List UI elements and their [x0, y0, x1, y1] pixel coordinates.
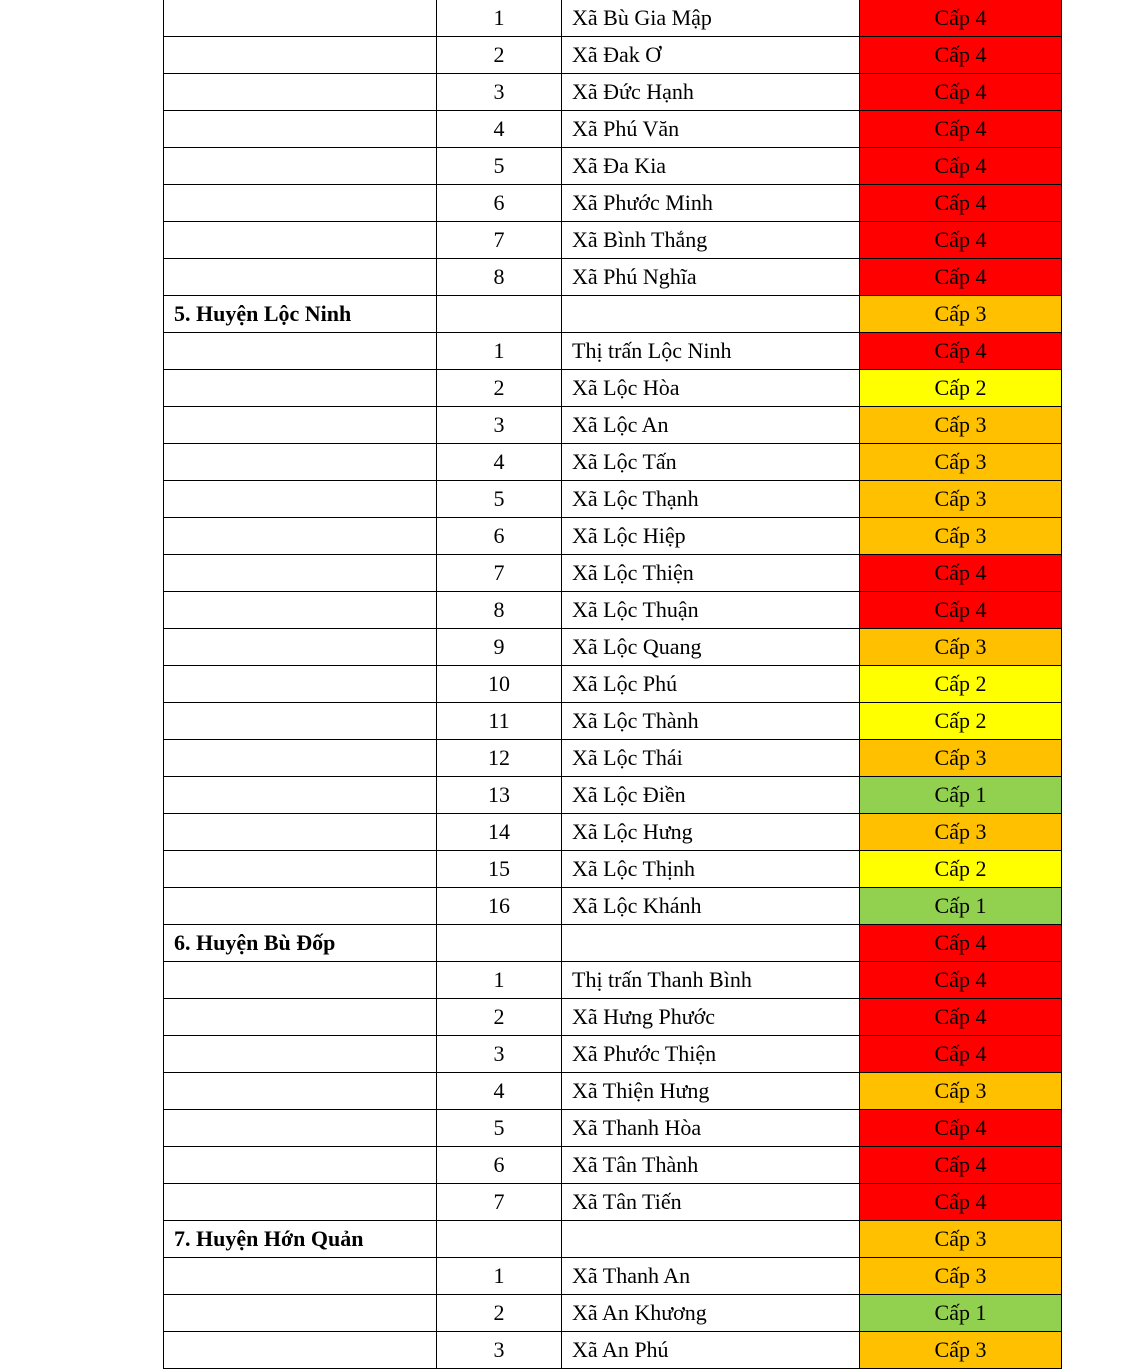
commune-name-cell — [562, 1221, 860, 1258]
commune-row — [164, 185, 1062, 222]
level-badge-cell: Cấp 4 — [860, 148, 1062, 185]
commune-name-cell: Xã Lộc Quang — [562, 629, 860, 666]
index-cell: 6 — [437, 185, 562, 222]
district-cell — [164, 703, 437, 740]
index-cell: 7 — [437, 222, 562, 259]
commune-name-cell — [562, 925, 860, 962]
index-cell: 2 — [437, 370, 562, 407]
commune-row — [164, 37, 1062, 74]
level-badge-cell: Cấp 3 — [860, 481, 1062, 518]
level-badge-cell: Cấp 3 — [860, 407, 1062, 444]
district-cell — [164, 37, 437, 74]
commune-name-cell: Xã Lộc Thành — [562, 703, 860, 740]
level-badge-cell: Cấp 4 — [860, 333, 1062, 370]
district-name-cell: 6. Huyện Bù Đốp — [164, 925, 437, 962]
index-cell: 14 — [437, 814, 562, 851]
commune-name-cell: Xã Thanh Hòa — [562, 1110, 860, 1147]
commune-name-cell: Xã Đak Ơ — [562, 37, 860, 74]
district-cell — [164, 1110, 437, 1147]
commune-name-cell: Xã An Phú — [562, 1332, 860, 1369]
district-cell — [164, 518, 437, 555]
index-cell: 2 — [437, 999, 562, 1036]
level-badge-cell: Cấp 3 — [860, 1221, 1062, 1258]
district-cell — [164, 962, 437, 999]
index-cell: 1 — [437, 333, 562, 370]
district-cell — [164, 333, 437, 370]
index-cell: 12 — [437, 740, 562, 777]
commune-name-cell — [562, 296, 860, 333]
commune-name-cell: Xã Lộc Thiện — [562, 555, 860, 592]
commune-row — [164, 888, 1062, 925]
commune-name-cell: Xã Tân Thành — [562, 1147, 860, 1184]
commune-name-cell: Xã Lộc Thuận — [562, 592, 860, 629]
commune-name-cell: Xã Đức Hạnh — [562, 74, 860, 111]
level-badge-cell: Cấp 4 — [860, 925, 1062, 962]
commune-row — [164, 740, 1062, 777]
commune-row — [164, 1184, 1062, 1221]
index-cell: 3 — [437, 1036, 562, 1073]
index-cell: 3 — [437, 1332, 562, 1369]
index-cell: 6 — [437, 518, 562, 555]
district-cell — [164, 592, 437, 629]
level-badge-cell: Cấp 3 — [860, 1073, 1062, 1110]
district-cell — [164, 1036, 437, 1073]
index-cell: 2 — [437, 37, 562, 74]
index-cell: 3 — [437, 407, 562, 444]
commune-name-cell: Xã Tân Tiến — [562, 1184, 860, 1221]
commune-name-cell: Xã Lộc An — [562, 407, 860, 444]
district-cell — [164, 740, 437, 777]
index-cell: 4 — [437, 111, 562, 148]
index-cell: 3 — [437, 74, 562, 111]
commune-name-cell: Xã Lộc Điền — [562, 777, 860, 814]
commune-row — [164, 444, 1062, 481]
level-badge-cell: Cấp 4 — [860, 962, 1062, 999]
commune-row — [164, 1332, 1062, 1369]
district-cell — [164, 555, 437, 592]
level-badge-cell: Cấp 3 — [860, 444, 1062, 481]
index-cell: 11 — [437, 703, 562, 740]
district-cell — [164, 259, 437, 296]
commune-row — [164, 370, 1062, 407]
commune-name-cell: Xã Thanh An — [562, 1258, 860, 1295]
index-cell: 1 — [437, 962, 562, 999]
district-cell — [164, 1184, 437, 1221]
commune-row — [164, 259, 1062, 296]
index-cell: 7 — [437, 555, 562, 592]
level-badge-cell: Cấp 4 — [860, 555, 1062, 592]
index-cell — [437, 925, 562, 962]
district-cell — [164, 888, 437, 925]
district-cell — [164, 444, 437, 481]
commune-name-cell: Xã Lộc Thịnh — [562, 851, 860, 888]
commune-row — [164, 518, 1062, 555]
district-cell — [164, 1332, 437, 1369]
commune-row — [164, 74, 1062, 111]
commune-row — [164, 851, 1062, 888]
level-badge-cell: Cấp 4 — [860, 999, 1062, 1036]
commune-row — [164, 703, 1062, 740]
district-name-cell: 5. Huyện Lộc Ninh — [164, 296, 437, 333]
level-badge-cell: Cấp 2 — [860, 703, 1062, 740]
level-badge-cell: Cấp 4 — [860, 185, 1062, 222]
district-name-cell: 7. Huyện Hớn Quản — [164, 1221, 437, 1258]
commune-row — [164, 1110, 1062, 1147]
commune-row — [164, 407, 1062, 444]
index-cell: 1 — [437, 0, 562, 37]
commune-name-cell: Xã Lộc Thái — [562, 740, 860, 777]
commune-row — [164, 0, 1062, 37]
index-cell: 4 — [437, 1073, 562, 1110]
district-row — [164, 925, 1062, 962]
index-cell: 8 — [437, 592, 562, 629]
commune-row — [164, 592, 1062, 629]
level-badge-cell: Cấp 2 — [860, 666, 1062, 703]
district-cell — [164, 222, 437, 259]
table-body — [164, 0, 1062, 1369]
level-badge-cell: Cấp 3 — [860, 296, 1062, 333]
district-cell — [164, 481, 437, 518]
commune-name-cell: Xã Lộc Tấn — [562, 444, 860, 481]
level-badge-cell: Cấp 4 — [860, 222, 1062, 259]
level-badge-cell: Cấp 4 — [860, 1110, 1062, 1147]
district-cell — [164, 999, 437, 1036]
level-badge-cell: Cấp 4 — [860, 592, 1062, 629]
district-cell — [164, 0, 437, 37]
level-badge-cell: Cấp 1 — [860, 888, 1062, 925]
commune-name-cell: Xã Lộc Hiệp — [562, 518, 860, 555]
commune-name-cell: Xã Phú Nghĩa — [562, 259, 860, 296]
level-badge-cell: Cấp 4 — [860, 1147, 1062, 1184]
commune-row — [164, 481, 1062, 518]
commune-name-cell: Xã Lộc Hưng — [562, 814, 860, 851]
level-badge-cell: Cấp 4 — [860, 111, 1062, 148]
index-cell: 5 — [437, 1110, 562, 1147]
index-cell: 16 — [437, 888, 562, 925]
district-cell — [164, 851, 437, 888]
index-cell: 5 — [437, 481, 562, 518]
index-cell: 6 — [437, 1147, 562, 1184]
commune-name-cell: Xã Lộc Khánh — [562, 888, 860, 925]
commune-row — [164, 1295, 1062, 1332]
district-row — [164, 1221, 1062, 1258]
commune-row — [164, 777, 1062, 814]
index-cell: 5 — [437, 148, 562, 185]
level-badge-cell: Cấp 3 — [860, 1332, 1062, 1369]
commune-name-cell: Thị trấn Thanh Bình — [562, 962, 860, 999]
commune-row — [164, 629, 1062, 666]
commune-row — [164, 962, 1062, 999]
district-cell — [164, 1073, 437, 1110]
index-cell: 4 — [437, 444, 562, 481]
district-cell — [164, 666, 437, 703]
level-badge-cell: Cấp 4 — [860, 259, 1062, 296]
commune-row — [164, 555, 1062, 592]
index-cell: 9 — [437, 629, 562, 666]
commune-row — [164, 1258, 1062, 1295]
commune-row — [164, 1073, 1062, 1110]
level-badge-cell: Cấp 4 — [860, 37, 1062, 74]
district-cell — [164, 814, 437, 851]
commune-name-cell: Xã Phú Văn — [562, 111, 860, 148]
commune-row — [164, 814, 1062, 851]
level-badge-cell: Cấp 1 — [860, 1295, 1062, 1332]
commune-row — [164, 666, 1062, 703]
index-cell — [437, 296, 562, 333]
level-badge-cell: Cấp 3 — [860, 629, 1062, 666]
district-cell — [164, 148, 437, 185]
level-badge-cell: Cấp 4 — [860, 74, 1062, 111]
index-cell: 2 — [437, 1295, 562, 1332]
index-cell: 15 — [437, 851, 562, 888]
level-badge-cell: Cấp 4 — [860, 1184, 1062, 1221]
level-badge-cell: Cấp 3 — [860, 740, 1062, 777]
district-cell — [164, 1295, 437, 1332]
index-cell: 13 — [437, 777, 562, 814]
commune-row — [164, 148, 1062, 185]
commune-name-cell: Xã An Khương — [562, 1295, 860, 1332]
district-row — [164, 296, 1062, 333]
commune-name-cell: Xã Bình Thắng — [562, 222, 860, 259]
district-cell — [164, 185, 437, 222]
commune-row — [164, 111, 1062, 148]
district-cell — [164, 407, 437, 444]
commune-name-cell: Thị trấn Lộc Ninh — [562, 333, 860, 370]
district-cell — [164, 370, 437, 407]
commune-name-cell: Xã Phước Thiện — [562, 1036, 860, 1073]
level-badge-cell: Cấp 3 — [860, 1258, 1062, 1295]
district-cell — [164, 1147, 437, 1184]
commune-row — [164, 1036, 1062, 1073]
level-badge-cell: Cấp 4 — [860, 1036, 1062, 1073]
level-badge-cell: Cấp 2 — [860, 851, 1062, 888]
index-cell — [437, 1221, 562, 1258]
commune-name-cell: Xã Lộc Phú — [562, 666, 860, 703]
level-badge-cell: Cấp 3 — [860, 814, 1062, 851]
commune-row — [164, 222, 1062, 259]
commune-row — [164, 999, 1062, 1036]
district-cell — [164, 1258, 437, 1295]
level-badge-cell: Cấp 3 — [860, 518, 1062, 555]
index-cell: 8 — [437, 259, 562, 296]
risk-level-table — [163, 0, 1062, 1369]
index-cell: 7 — [437, 1184, 562, 1221]
district-cell — [164, 777, 437, 814]
commune-row — [164, 333, 1062, 370]
commune-name-cell: Xã Lộc Hòa — [562, 370, 860, 407]
commune-name-cell: Xã Phước Minh — [562, 185, 860, 222]
commune-name-cell: Xã Lộc Thạnh — [562, 481, 860, 518]
level-badge-cell: Cấp 4 — [860, 0, 1062, 37]
level-badge-cell: Cấp 2 — [860, 370, 1062, 407]
commune-name-cell: Xã Hưng Phước — [562, 999, 860, 1036]
index-cell: 1 — [437, 1258, 562, 1295]
index-cell: 10 — [437, 666, 562, 703]
district-cell — [164, 74, 437, 111]
level-badge-cell: Cấp 1 — [860, 777, 1062, 814]
commune-name-cell: Xã Thiện Hưng — [562, 1073, 860, 1110]
commune-name-cell: Xã Đa Kia — [562, 148, 860, 185]
district-cell — [164, 629, 437, 666]
district-cell — [164, 111, 437, 148]
commune-name-cell: Xã Bù Gia Mập — [562, 0, 860, 37]
commune-row — [164, 1147, 1062, 1184]
